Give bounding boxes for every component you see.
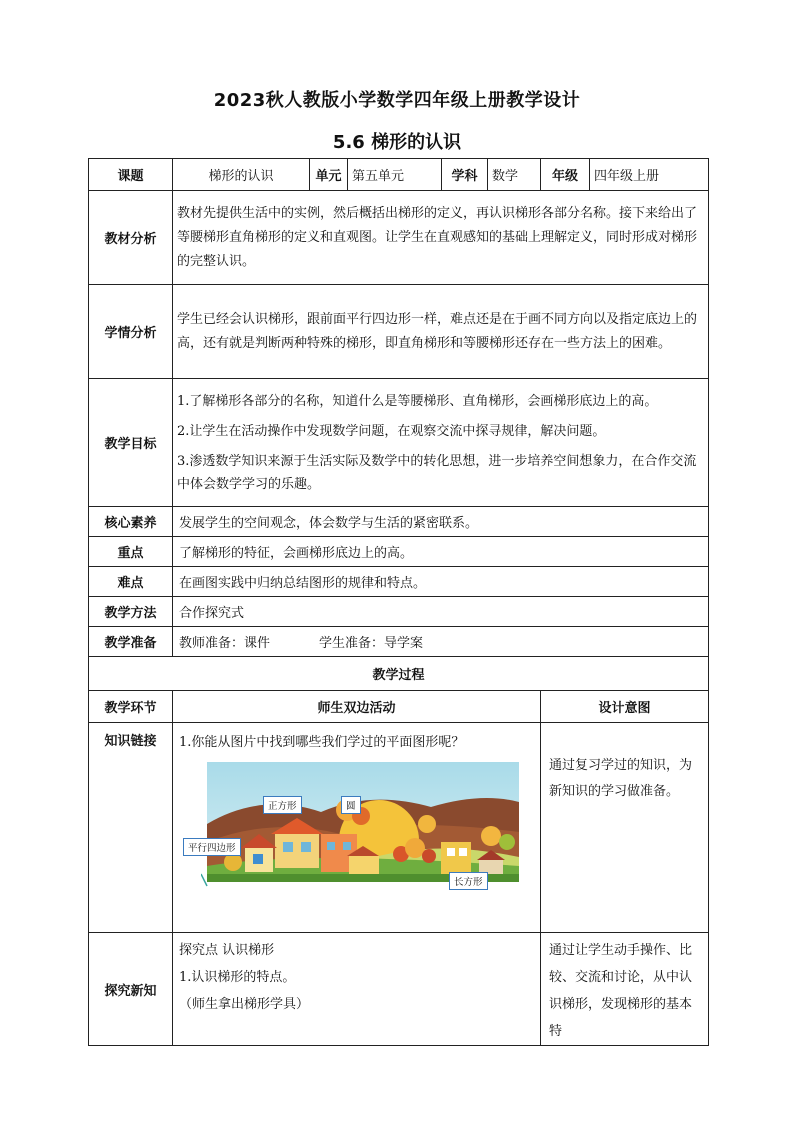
lesson-plan-table <box>88 158 709 1046</box>
stage-knowledge-intent: 通过复习学过的知识，为新知识的学习做准备。 <box>541 723 709 933</box>
method-row <box>89 597 709 627</box>
goal-2: 2.让学生在活动操作中发现数学问题，在观察交流中探寻规律，解决问题。 <box>177 423 606 439</box>
stage-explore-label: 探究新知 <box>89 933 173 1046</box>
knowledge-question: 1.你能从图片中找到哪些我们学过的平面图形呢？ <box>179 735 465 750</box>
subject-label: 学科 <box>442 159 488 191</box>
label-circle: 圆 <box>341 796 361 814</box>
topic-label: 课题 <box>89 159 173 191</box>
stage-explore-intent: 通过让学生动手操作、比较、交流和讨论，从中认识梯形，发现梯形的基本特 <box>541 933 709 1046</box>
town-illustration <box>188 762 519 892</box>
explore-line-2: 1.认识梯形的特点。 <box>179 970 296 985</box>
process-heading-row <box>89 657 709 691</box>
document-title: 2023秋人教版小学数学四年级上册教学设计 <box>213 90 581 111</box>
subject-value: 数学 <box>488 159 541 191</box>
core-row <box>89 507 709 537</box>
difficulty-text: 在画图实践中归纳总结图形的规律和特点。 <box>173 567 709 597</box>
col-activity: 师生双边活动 <box>173 691 541 723</box>
textbook-label: 教材分析 <box>89 191 173 285</box>
goal-3: 3.渗透数学知识来源于生活实际及数学中的转化思想，进一步培养空间想象力，在合作交流中体会数学学习的乐趣。 <box>177 453 697 492</box>
learner-row <box>89 285 709 379</box>
prep-cell <box>173 627 709 657</box>
process-columns-row <box>89 691 709 723</box>
col-stage: 教学环节 <box>89 691 173 723</box>
prep-student: 学生准备：导学案 <box>319 636 424 651</box>
prep-label: 教学准备 <box>89 627 173 657</box>
textbook-row <box>89 191 709 285</box>
difficulty-label: 难点 <box>89 567 173 597</box>
stage-knowledge-label: 知识链接 <box>89 723 173 933</box>
stage-explore-activity <box>173 933 541 1046</box>
stage-knowledge-row <box>89 723 709 933</box>
prep-row <box>89 627 709 657</box>
key-label: 重点 <box>89 537 173 567</box>
label-parallelogram: 平行四边形 <box>183 838 241 856</box>
explore-line-3: （师生拿出梯形学具） <box>179 997 310 1012</box>
goals-label: 教学目标 <box>89 379 173 507</box>
label-rectangle: 长方形 <box>449 872 488 890</box>
learner-label: 学情分析 <box>89 285 173 379</box>
core-text: 发展学生的空间观念，体会数学与生活的紧密联系。 <box>173 507 709 537</box>
label-square: 正方形 <box>263 796 302 814</box>
goals-row <box>89 379 709 507</box>
info-row <box>89 159 709 191</box>
key-text: 了解梯形的特征，会画梯形底边上的高。 <box>173 537 709 567</box>
explore-line-1: 探究点 认识梯形 <box>179 943 275 958</box>
key-row <box>89 537 709 567</box>
process-heading: 教学过程 <box>89 657 709 691</box>
topic-value: 梯形的认识 <box>173 159 310 191</box>
unit-value: 第五单元 <box>348 159 442 191</box>
method-text: 合作探究式 <box>173 597 709 627</box>
learner-text: 学生已经会认识梯形，跟前面平行四边形一样，难点还是在于画不同方向以及指定底边上的高，还有就是判断两种特殊的梯形，即直角梯形和等腰梯形还存在一些方法上的困难。 <box>173 285 709 379</box>
prep-teacher: 教师准备：课件 <box>179 636 271 651</box>
stage-explore-row <box>89 933 709 1046</box>
goals-cell <box>173 379 709 507</box>
grade-label: 年级 <box>541 159 590 191</box>
goal-1: 1.了解梯形各部分的名称，知道什么是等腰梯形、直角梯形，会画梯形底边上的高。 <box>177 393 658 409</box>
col-intent: 设计意图 <box>541 691 709 723</box>
method-label: 教学方法 <box>89 597 173 627</box>
textbook-text: 教材先提供生活中的实例，然后概括出梯形的定义，再认识梯形各部分名称。接下来给出了等腰梯形直角梯形的定义和直观图。让学生在直观感知的基础上理解定义，同时形成对梯形的完整认识。 <box>173 191 709 285</box>
core-label: 核心素养 <box>89 507 173 537</box>
stage-knowledge-activity <box>173 723 541 933</box>
difficulty-row <box>89 567 709 597</box>
lesson-title: 5.6 梯形的认识 <box>332 132 462 153</box>
grade-value: 四年级上册 <box>590 159 709 191</box>
unit-label: 单元 <box>310 159 348 191</box>
